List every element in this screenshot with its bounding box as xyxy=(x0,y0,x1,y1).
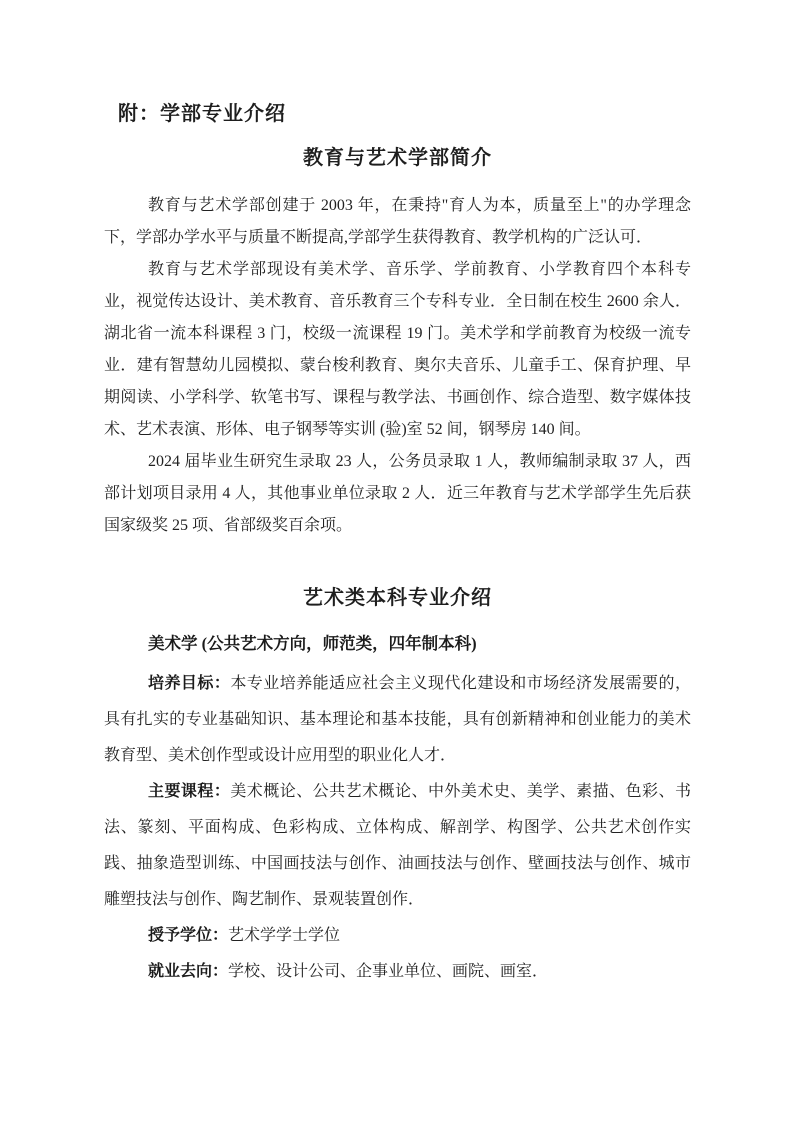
field-text-training-objective: 本专业培养能适应社会主义现代化建设和市场经济发展需要的，具有扎实的专业基础知识、基本理论和基本技能，具有创新精神和创业能力的美术教育型、美术创作型或设计应用型的职业化人才． xyxy=(104,675,691,764)
department-paragraph-programs: 教育与艺术学部现设有美术学、音乐学、学前教育、小学教育四个本科专业，视觉传达设计、美术教育、音乐教育三个专科专业．全日制在校生 2600 余人．湖北省一流本科课程 3 门，校级一流课程 19 门。美术学和学前教育为校级一流专业．建有智慧幼儿园模拟、蒙台梭利教育、奥尔夫音乐、儿童手工、保育护理、早期阅读、小学科学、软笔书写、课程与教学法、书画创作、综合造型、数字媒体技术、艺术表演、形体、电子钢琴等实训 (验)室 52 间，钢琴房 140 间。 xyxy=(104,261,691,438)
field-text-employment: 学校、设计公司、企事业单位、画院、画室． xyxy=(228,963,549,980)
field-label-training-objective: 培养目标： xyxy=(148,675,231,692)
major-field-main-courses xyxy=(104,774,691,918)
department-paragraph-graduates: 2024 届毕业生研究生录取 23 人，公务员录取 1 人，教师编制录取 37 人，西部计划项目录用 4 人，其他事业单位录取 2 人．近三年教育与艺术学部学生先后获国家级奖 25 项、省部级奖百余项。 xyxy=(104,453,691,534)
attachment-heading: 附：学部专业介绍 xyxy=(118,103,286,125)
majors-section-heading: 艺术类本科专业介绍 xyxy=(303,587,492,609)
field-label-degree: 授予学位： xyxy=(148,927,229,944)
department-paragraph-founding: 教育与艺术学部创建于 2003 年，在秉持"育人为本，质量至上"的办学理念下，学部办学水平与质量不断提高,学部学生获得教育、教学机构的广泛认可． xyxy=(104,197,691,246)
field-label-employment: 就业去向： xyxy=(148,963,229,980)
major-field-degree xyxy=(104,918,691,954)
major-field-training-objective xyxy=(104,666,691,774)
field-label-main-courses: 主要课程： xyxy=(148,783,231,800)
department-section-heading: 教育与艺术学部简介 xyxy=(303,147,492,169)
field-text-main-courses: 美术概论、公共艺术概论、中外美术史、美学、素描、色彩、书法、篆刻、平面构成、色彩构成、立体构成、解剖学、构图学、公共艺术创作实践、抽象造型训练、中国画技法与创作、油画技法与创作、壁画技法与创作、城市雕塑技法与创作、陶艺制作、景观装置创作． xyxy=(104,783,691,908)
field-text-degree: 艺术学学士学位 xyxy=(228,927,341,944)
major-title-fine-arts: 美术学 (公共艺术方向，师范类，四年制本科) xyxy=(148,634,477,653)
major-field-employment xyxy=(104,954,691,990)
art-majors-section xyxy=(104,586,691,990)
department-intro-section xyxy=(104,146,691,542)
